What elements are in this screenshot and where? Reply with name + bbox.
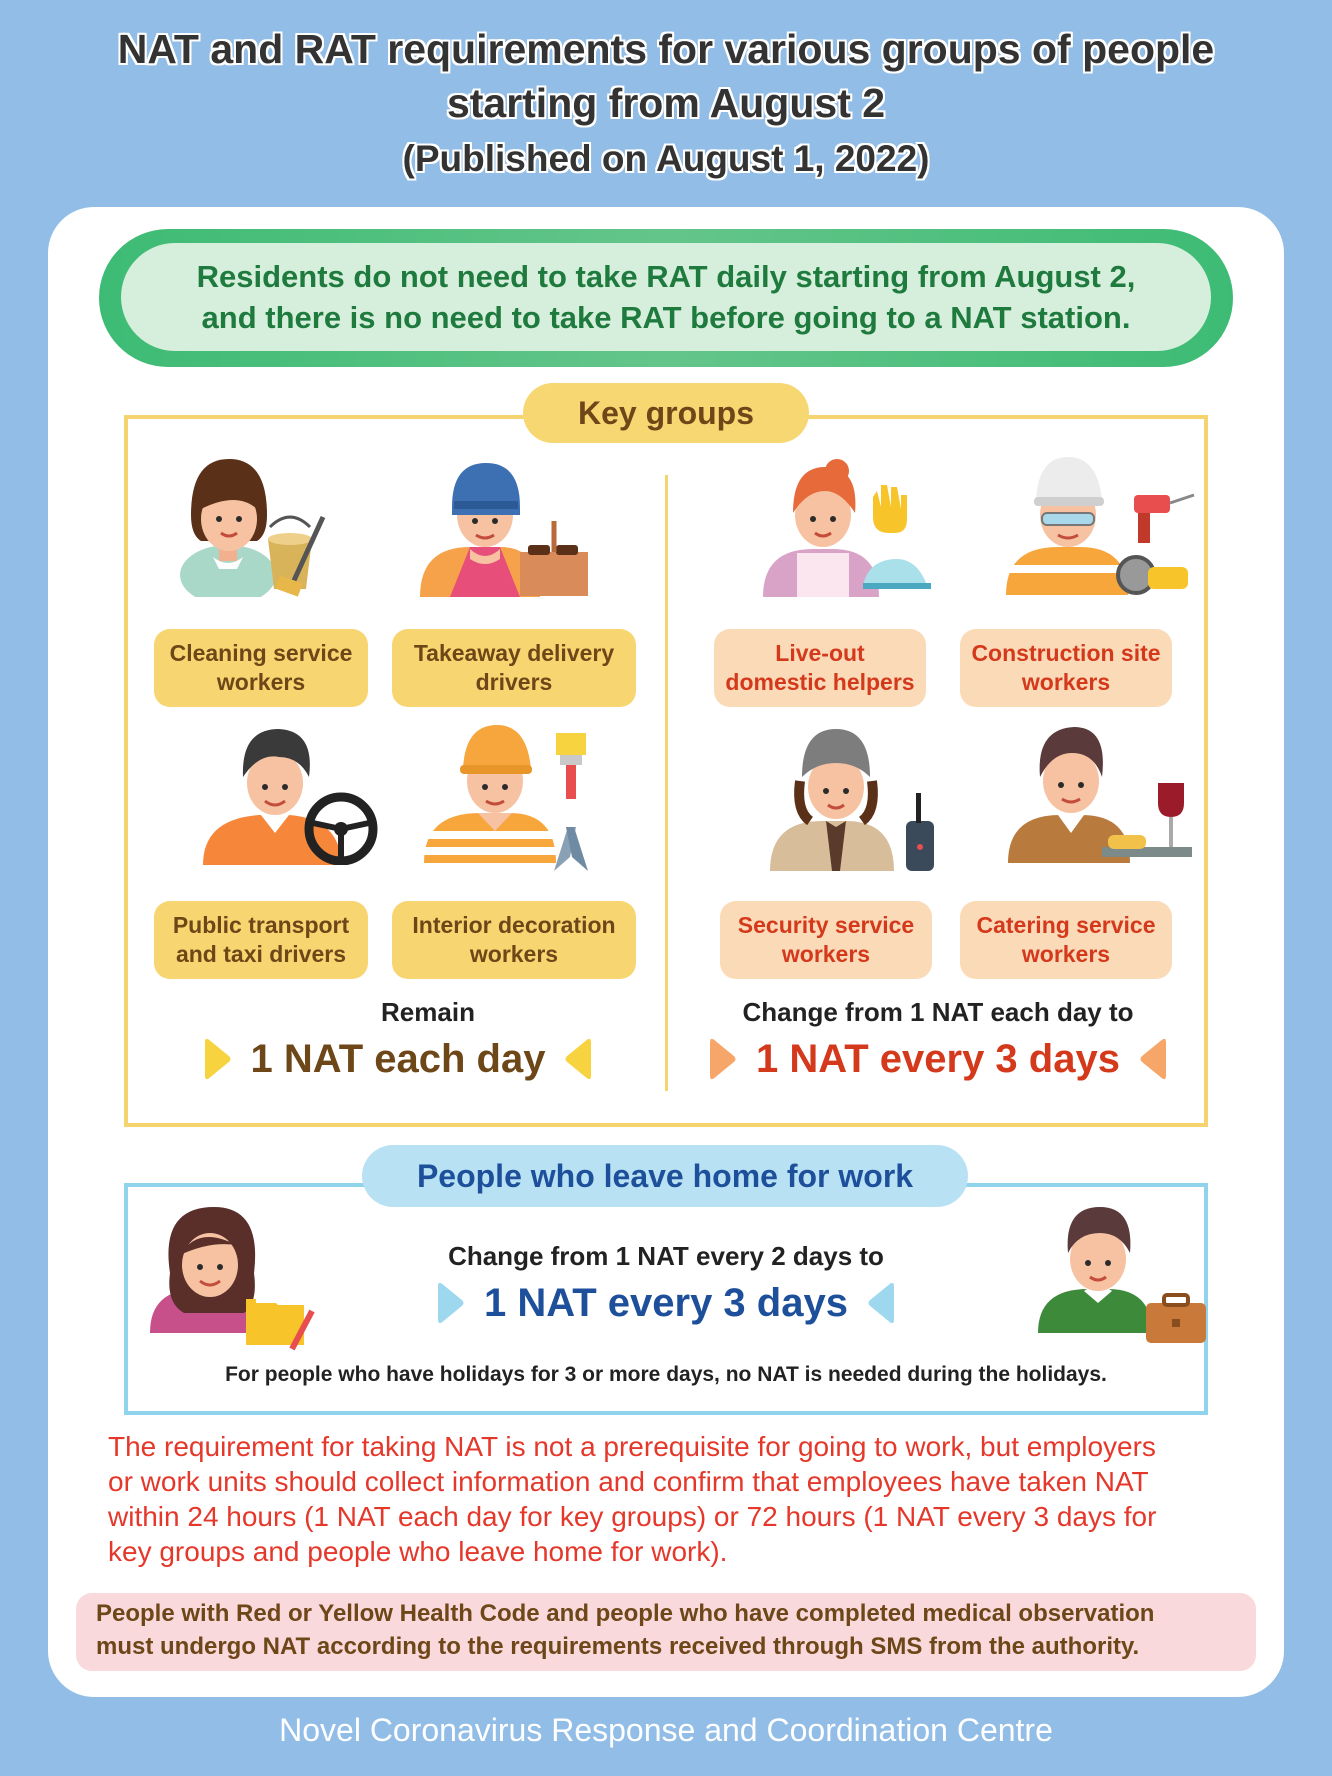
holiday-note: For people who have holidays for 3 or more days, no NAT is needed during the holidays. (225, 1363, 1107, 1386)
delivery-driver-icon (400, 457, 590, 597)
decorator-icon (408, 723, 608, 873)
arrow-left-icon (1140, 1036, 1166, 1082)
arrow-left-icon (565, 1036, 591, 1082)
left-rule: 1 NAT each day (148, 1029, 648, 1089)
group-label-transport: Public transport and taxi drivers (154, 901, 368, 979)
security-guard-icon (756, 725, 956, 875)
published-date: (Published on August 1, 2022) (402, 138, 930, 179)
work-caption: Change from 1 NAT every 2 days to (448, 1241, 884, 1271)
title-line-1: NAT and RAT requirements for various groups of people (117, 26, 1215, 72)
group-label-security: Security service workers (720, 901, 932, 979)
arrow-right-icon (710, 1036, 736, 1082)
construction-worker-icon (998, 455, 1198, 605)
arrow-right-icon (438, 1280, 464, 1326)
office-woman-icon (144, 1203, 324, 1353)
footer: Novel Coronavirus Response and Coordination Centre (279, 1712, 1053, 1748)
catering-worker-icon (998, 723, 1198, 873)
cleaner-icon (173, 457, 353, 597)
group-label-domestic: Live-out domestic helpers (714, 629, 926, 707)
banner-line-2: and there is no need to take RAT before going to a NAT station. (201, 300, 1131, 335)
arrow-left-icon (868, 1280, 894, 1326)
group-label-catering: Catering service workers (960, 901, 1172, 979)
arrow-right-icon (205, 1036, 231, 1082)
right-caption: Change from 1 NAT each day to (742, 997, 1134, 1027)
main-card (48, 207, 1284, 1697)
domestic-helper-icon (753, 457, 933, 597)
title-line-2: starting from August 2 (446, 80, 886, 126)
left-caption: Remain (381, 997, 475, 1027)
group-label-cleaning: Cleaning service workers (154, 629, 368, 707)
right-rule: 1 NAT every 3 days (688, 1029, 1188, 1089)
group-label-takeaway: Takeaway delivery drivers (392, 629, 636, 707)
group-label-interior: Interior decoration workers (392, 901, 636, 979)
work-requirement-note: The requirement for taking NAT is not a prerequisite for going to work, but employers or work units should collect information and confirm that employees have taken NAT within 24 hours (1 NAT each day for key groups) or 72 hours (1 NAT every 3 days for key groups and people who leave home for work). (108, 1431, 1157, 1567)
work-rule: 1 NAT every 3 days (366, 1273, 966, 1333)
key-groups-heading: Key groups (523, 383, 809, 443)
rat-banner (99, 229, 1233, 367)
title-block (0, 22, 1332, 188)
work-heading: People who leave home for work (362, 1145, 968, 1207)
banner-line-1: Residents do not need to take RAT daily starting from August 2, (196, 259, 1136, 294)
taxi-driver-icon (183, 725, 383, 865)
group-label-construction: Construction site workers (960, 629, 1172, 707)
office-man-icon (1028, 1203, 1228, 1353)
health-code-note: People with Red or Yellow Health Code and people who have completed medical observation must undergo NAT according to the requirements received through SMS from the authority. (76, 1593, 1256, 1671)
